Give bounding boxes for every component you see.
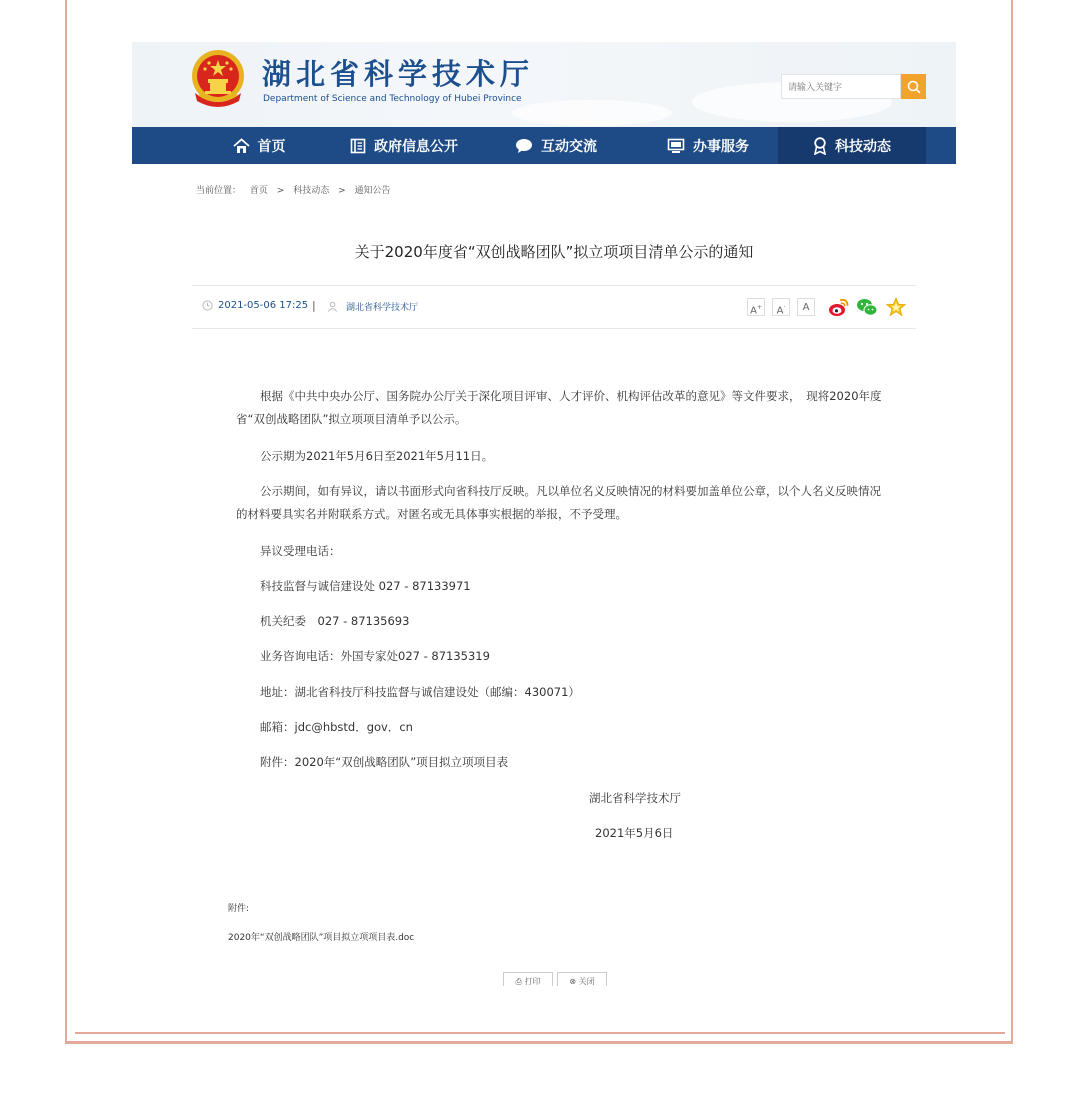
meta-divider: | [312, 299, 316, 312]
nav-label: 政府信息公开 [374, 138, 458, 155]
main-nav [132, 127, 956, 164]
print-button[interactable] [503, 972, 553, 986]
search-box [781, 74, 901, 99]
nav-gov-info[interactable] [342, 127, 466, 164]
signature-org: 湖北省科学技术厅 [589, 791, 681, 805]
article-source-text: 湖北省科学技术厅 [346, 303, 419, 313]
search-icon [907, 80, 921, 94]
article-title: 关于2020年度省“双创战略团队”拟立项项目清单公示的通知 [354, 243, 754, 261]
nav-label: 互动交流 [541, 138, 597, 155]
article-line: 异议受理电话： [260, 544, 341, 558]
nav-label: 办事服务 [693, 138, 749, 155]
clock-icon [202, 300, 213, 311]
site-title: 湖北省科学技术厅 [262, 57, 535, 91]
breadcrumb-separator: > [276, 186, 285, 196]
breadcrumb-item-notices[interactable]: 通知公告 [354, 186, 391, 196]
print-icon: ⎙ [515, 977, 522, 986]
bottom-divider [75, 1032, 1005, 1034]
breadcrumb-item-sci-news[interactable]: 科技动态 [293, 186, 330, 196]
publish-date [202, 300, 308, 311]
attachment-label: 附件: [228, 904, 250, 914]
search-button[interactable] [901, 74, 926, 99]
article-line: 科技监督与诚信建设处 027 - 87133971 [260, 579, 471, 593]
nav-sci-news[interactable] [778, 127, 926, 164]
search-input[interactable] [782, 77, 904, 99]
document-icon [350, 138, 366, 154]
breadcrumb-item-home[interactable]: 首页 [249, 186, 268, 196]
font-increase-button[interactable]: A+ [747, 298, 765, 316]
article-paragraph: 公示期为2021年5月6日至2021年5月11日。 [260, 449, 494, 463]
nav-services[interactable] [656, 127, 760, 164]
article-line: 业务咨询电话：外国专家处027 - 87135319 [260, 649, 490, 663]
publish-date-text: 2021-05-06 17:25 [218, 300, 309, 311]
monitor-icon [667, 138, 685, 154]
article-paragraph: 根据《中共中央办公厅、国务院办公厅关于深化项目评审、人才评价、机构评估改革的意见》等文件要求， 现将2020年度省“双创战略团队”拟立项项目清单予以公示。 [236, 389, 882, 426]
article-line: 地址：湖北省科技厅科技监督与诚信建设处（邮编：430071） [260, 685, 580, 699]
signature-date: 2021年5月6日 [595, 826, 674, 840]
close-label: 关闭 [578, 977, 595, 986]
article-source [327, 300, 418, 313]
attachment-link[interactable]: 2020年“双创战略团队”项目拟立项项目表.doc [228, 933, 415, 943]
article-line: 机关纪委 027 - 87135693 [260, 614, 410, 628]
user-icon [327, 301, 338, 312]
article-line: 附件：2020年“双创战略团队”项目拟立项项目表 [260, 755, 509, 769]
article-line: 邮箱：jdc@hbstd．gov．cn [260, 720, 413, 734]
award-ribbon-icon [813, 137, 827, 155]
wechat-icon[interactable] [856, 296, 878, 318]
breadcrumb [196, 183, 391, 196]
nav-interaction[interactable] [506, 127, 606, 164]
font-decrease-button[interactable]: A [797, 298, 815, 316]
font-default-button[interactable]: A· [772, 298, 790, 316]
breadcrumb-prefix: 当前位置： [196, 186, 242, 196]
article-meta-bar [192, 285, 916, 329]
chat-bubble-icon [515, 138, 533, 154]
home-icon [233, 138, 250, 154]
close-button[interactable] [557, 972, 607, 986]
weibo-icon[interactable] [828, 296, 850, 318]
favorite-star-icon[interactable] [885, 296, 907, 318]
site-header [132, 42, 956, 127]
site-subtitle: Department of Science and Technology of Hubei Province [263, 94, 522, 104]
nav-label: 首页 [257, 138, 286, 155]
nav-label: 科技动态 [835, 138, 891, 155]
article-paragraph: 公示期间，如有异议，请以书面形式向省科技厅反映。凡以单位名义反映情况的材料要加盖单位公章，以个人名义反映情况的材料要具实名并附联系方式。对匿名或无具体事实根据的举报，不予受理。 [236, 484, 881, 521]
header-cloud-decoration [512, 100, 672, 126]
close-icon: ⊗ [569, 977, 577, 986]
breadcrumb-separator: > [338, 186, 346, 196]
nav-home[interactable] [222, 127, 296, 164]
print-label: 打印 [524, 977, 541, 986]
national-emblem-icon [189, 49, 247, 109]
